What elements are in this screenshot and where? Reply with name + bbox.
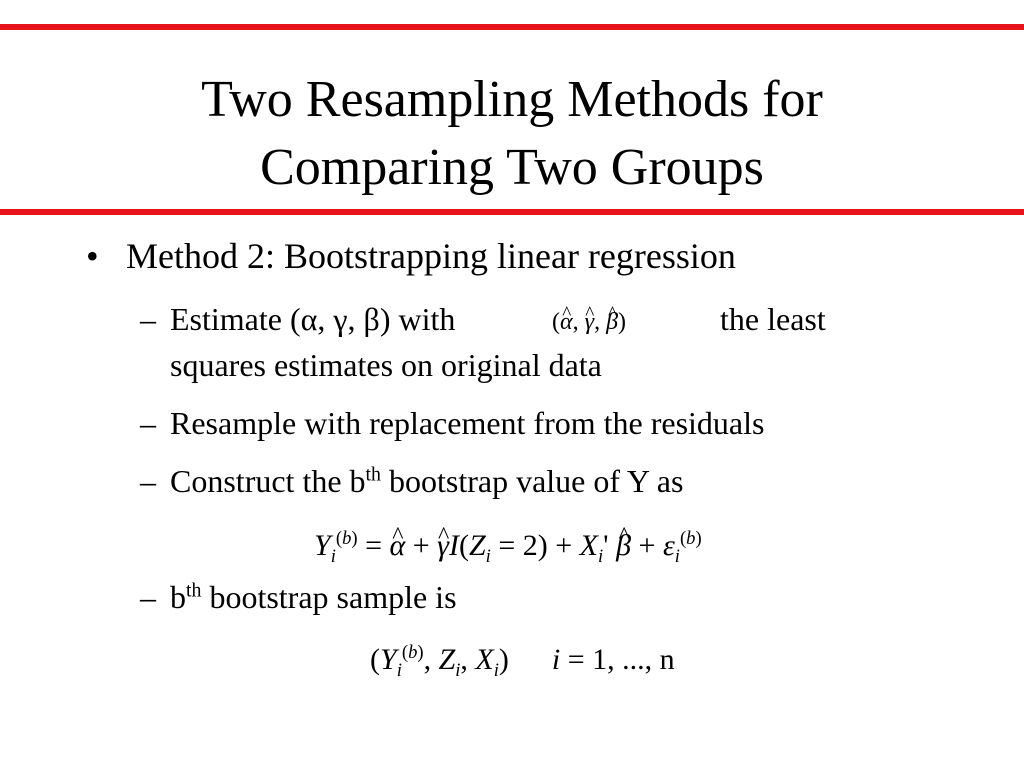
subpoint-dash-resample: – xyxy=(140,405,156,441)
subpoint-sample-suffix: bootstrap sample is xyxy=(209,579,457,615)
slide-title-line-1: Two Resampling Methods for xyxy=(201,71,823,128)
slide-title-line-2: Comparing Two Groups xyxy=(260,139,764,196)
subpoint-sample-superscript: th xyxy=(186,579,202,602)
subpoint-resample: Resample with replacement from the residuals xyxy=(170,405,765,441)
subpoint-sample xyxy=(170,578,457,616)
slide-title xyxy=(0,66,1024,202)
subpoint-estimate-prefix: Estimate (α, γ, β) with xyxy=(170,301,456,337)
subpoint-dash-estimate: – xyxy=(140,301,156,337)
bootstrap-value-formula: $Y_i^{(b)}$ = ^ α + ^ $\gamma I(Z_i = 2) + X_i'$ ^ $\beta + \varepsilon_i^{(b)}$ xyxy=(314,526,702,566)
subpoint-sample-prefix: b xyxy=(170,579,186,615)
subpoint-construct xyxy=(170,462,683,500)
bullet-method-2: Method 2: Bootstrapping linear regression xyxy=(126,236,736,276)
subpoint-construct-suffix: bootstrap value of Y as xyxy=(388,463,684,499)
subpoint-construct-prefix: Construct the b xyxy=(170,463,366,499)
bootstrap-sample-formula: ($Y_i^{(b)}$, $Z_i$, $X_i$) i = 1, ..., n xyxy=(370,642,675,681)
estimates-tuple-formula: (^ α, ^ γ, ^ β) xyxy=(552,302,626,342)
bullet-dot: • xyxy=(86,236,99,276)
subpoint-dash-sample: – xyxy=(140,579,156,615)
subpoint-dash-construct: – xyxy=(140,463,156,499)
top-accent-rule xyxy=(0,24,1024,30)
subpoint-construct-superscript: th xyxy=(365,463,381,486)
subpoint-estimate-line-2: squares estimates on original data xyxy=(170,347,602,383)
bottom-accent-rule xyxy=(0,209,1024,215)
subpoint-estimate-suffix: the least xyxy=(720,301,826,337)
